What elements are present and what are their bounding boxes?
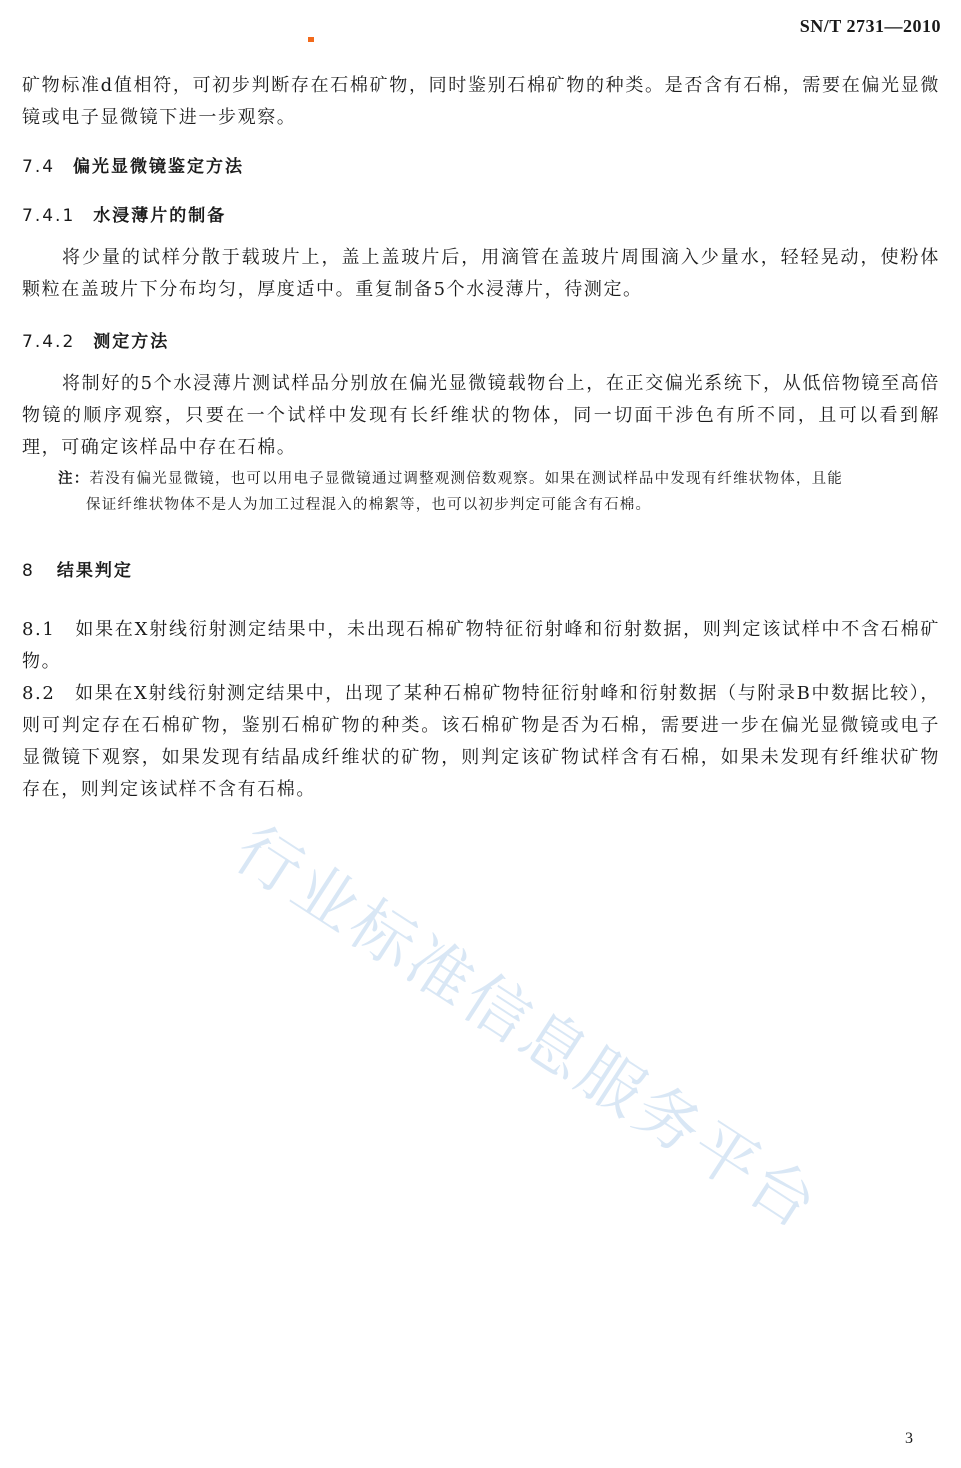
document-number: SN/T 2731—2010 (799, 16, 941, 36)
section-number: 7.4.2 (22, 332, 76, 352)
section-8-heading (22, 556, 133, 581)
paragraph-8-2: 8.2 如果在X射线衍射测定结果中，出现了某种石棉矿物特征衍射峰和衍射数据（与附录B中数据比较），则可判定存在石棉矿物，鉴别石棉矿物的种类。该石棉矿物是否为石棉，需要进一步在偏光显微镜或电子显微镜下观察，如果发现有结晶成纤维状的矿物，则判定该矿物试样含有石棉，如果未发现有纤维状矿物存在，则判定该试样不含有石棉。 (22, 683, 940, 800)
note-label: 注： (58, 471, 90, 487)
paragraph-7-4-1: 将少量的试样分散于载玻片上，盖上盖玻片后，用滴管在盖玻片周围滴入少量水，轻轻晃动，使粉体颗粒在盖玻片下分布均匀，厚度适中。重复制备5个水浸薄片，待测定。 (22, 247, 940, 300)
note-block (58, 466, 940, 518)
page-number: 3 (905, 1430, 913, 1447)
section-title: 偏光显微镜鉴定方法 (73, 157, 245, 177)
intro-paragraph: 矿物标准d值相符，可初步判断存在石棉矿物，同时鉴别石棉矿物的种类。是否含有石棉，需要在偏光显微镜或电子显微镜下进一步观察。 (22, 75, 940, 128)
orange-mark (308, 37, 314, 42)
section-title: 测定方法 (93, 332, 170, 352)
note-line-2: 保证纤维状物体不是人为加工过程混入的棉絮等，也可以初步判定可能含有石棉。 (86, 497, 652, 513)
section-number: 8 (22, 561, 35, 581)
paragraph-7-4-2: 将制好的5个水浸薄片测试样品分别放在偏光显微镜载物台上，在正交偏光系统下，从低倍物镜至高倍物镜的顺序观察，只要在一个试样中发现有长纤维状的物体，同一切面干涉色有所不同，且可以看到解理，可确定该样品中存在石棉。 (22, 373, 940, 458)
section-number: 7.4 (22, 157, 56, 177)
section-title: 结果判定 (56, 561, 133, 581)
paragraph-8-1: 8.1 如果在X射线衍射测定结果中，未出现石棉矿物特征衍射峰和衍射数据，则判定该试样中不含石棉矿物。 (22, 619, 940, 672)
watermark: 行业标准信息服务平台 (221, 812, 833, 1245)
note-line-1: 若没有偏光显微镜，也可以用电子显微镜通过调整观测倍数观察。如果在测试样品中发现有纤维状物体，且能 (89, 471, 844, 487)
section-7-4-1-heading (22, 201, 226, 226)
section-7-4-heading (22, 152, 244, 177)
section-7-4-2-heading (22, 327, 169, 352)
section-number: 7.4.1 (22, 206, 76, 226)
section-title: 水浸薄片的制备 (93, 206, 227, 226)
